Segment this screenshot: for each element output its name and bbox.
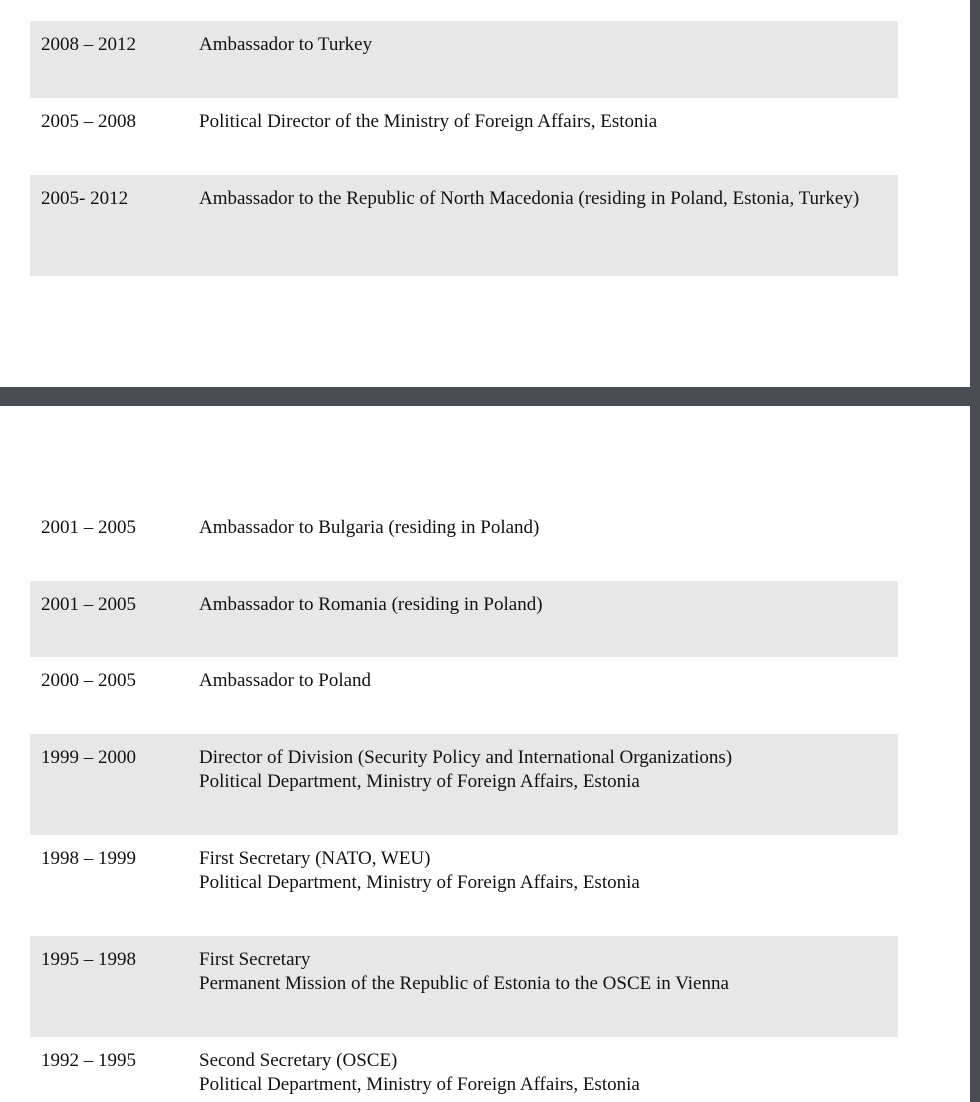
table-row (30, 504, 898, 581)
row-position (199, 516, 879, 540)
career-table-page-1 (30, 21, 898, 276)
row-position (199, 1049, 879, 1097)
table-row (30, 581, 898, 657)
position-line: Second Secretary (OSCE) (199, 1050, 398, 1071)
document-page-1 (0, 0, 970, 387)
position-line: Ambassador to Romania (residing in Poland) (199, 594, 543, 615)
table-row (30, 21, 898, 98)
row-position (199, 948, 879, 996)
table-row (30, 936, 898, 1037)
row-position (199, 593, 879, 617)
row-years: 2001 – 2005 (41, 594, 136, 615)
row-years: 1992 – 1995 (41, 1050, 136, 1071)
table-row (30, 657, 898, 734)
position-line: Director of Division (Security Policy and International Organizations) (199, 747, 733, 768)
row-position (199, 746, 879, 794)
row-years: 1999 – 2000 (41, 747, 136, 768)
table-row (30, 734, 898, 835)
position-line: Political Department, Ministry of Foreign Affairs, Estonia (199, 872, 640, 893)
row-position (199, 669, 879, 693)
position-line: First Secretary (NATO, WEU) (199, 848, 431, 869)
position-line: Ambassador to Turkey (199, 34, 373, 55)
table-row (30, 175, 898, 276)
row-years: 2008 – 2012 (41, 34, 136, 55)
table-row (30, 1037, 898, 1101)
career-table-page-2 (30, 504, 898, 1101)
position-line: Political Department, Ministry of Foreign Affairs, Estonia (199, 771, 640, 792)
row-years: 1998 – 1999 (41, 848, 136, 869)
row-years: 2005 – 2008 (41, 111, 136, 132)
row-position (199, 33, 879, 57)
row-years: 2000 – 2005 (41, 670, 136, 691)
position-line: Ambassador to Bulgaria (residing in Poland) (199, 517, 540, 538)
position-line: Ambassador to Poland (199, 670, 372, 691)
row-position (199, 847, 879, 895)
row-years: 1995 – 1998 (41, 949, 136, 970)
row-position (199, 187, 879, 211)
position-line: Ambassador to the Republic of North Macedonia (residing in Poland, Estonia, Turkey) (199, 188, 860, 209)
position-line: First Secretary (199, 949, 311, 970)
row-position (199, 110, 879, 134)
table-row (30, 98, 898, 175)
row-years: 2005- 2012 (41, 188, 129, 209)
position-line: Permanent Mission of the Republic of Estonia to the OSCE in Vienna (199, 973, 729, 994)
position-line: Political Director of the Ministry of Foreign Affairs, Estonia (199, 111, 658, 132)
document-page-2 (0, 406, 970, 1102)
row-years: 2001 – 2005 (41, 517, 136, 538)
position-line: Political Department, Ministry of Foreign Affairs, Estonia (199, 1074, 640, 1095)
table-row (30, 835, 898, 936)
